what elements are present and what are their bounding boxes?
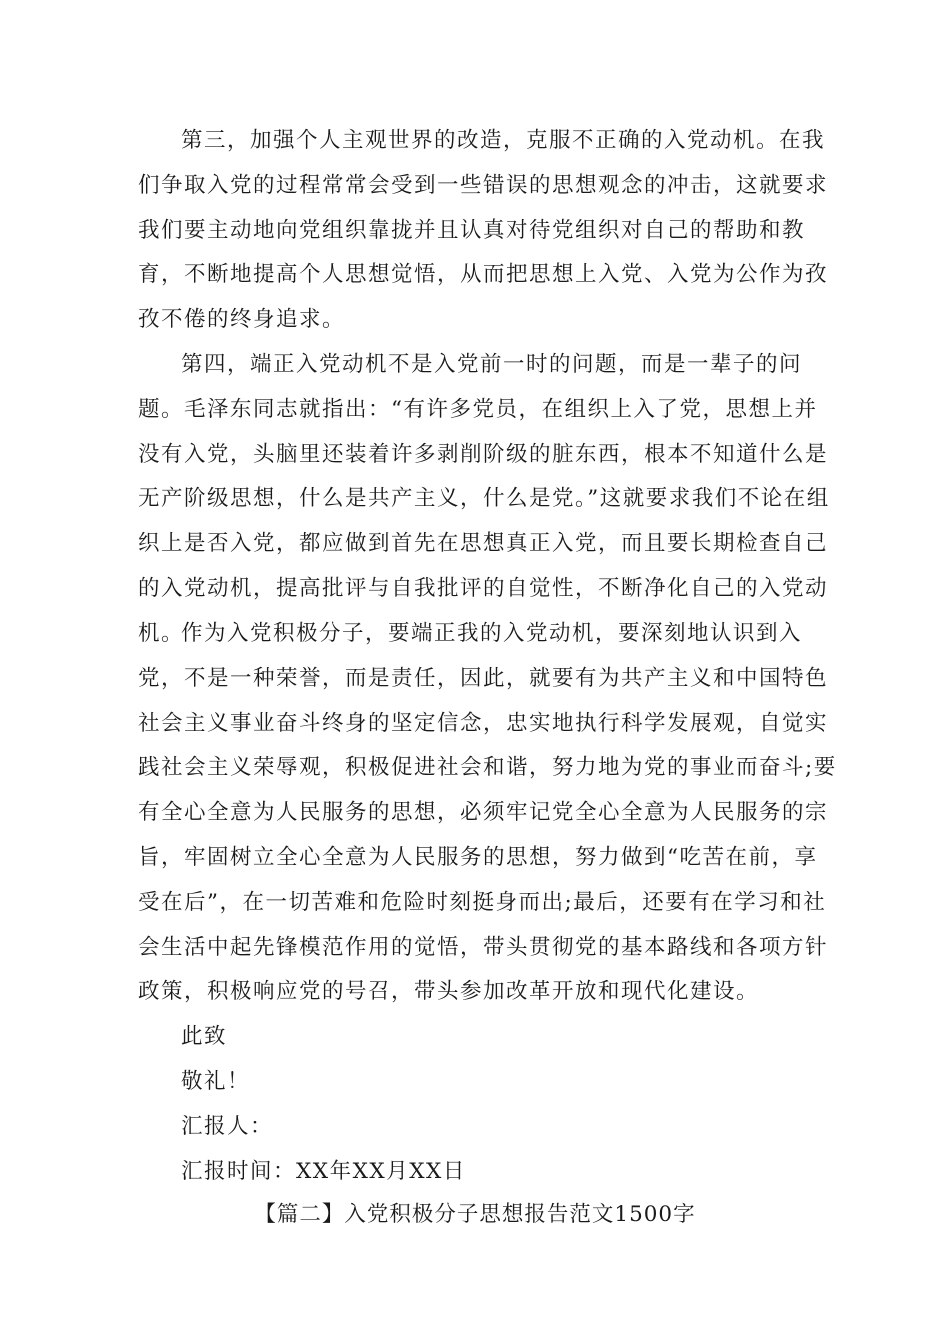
next-section-heading: 【篇二】入党积极分子思想报告范文1500字 [254,1202,696,1227]
reporter-label: 汇报人： [181,1114,274,1139]
paragraph-third-point: 第三，加强个人主观世界的改造，克服不正确的入党动机。在我们争取入党的过程常常会受到一些错误的思想观念的冲击，这就要求我们要主动地向党组织靠拢并且认真对待党组织对自己的帮助和教育，不断地提高个人思想觉悟，从而把思想上入党、入党为公作为孜孜不倦的终身追求。 [138,128,829,333]
closing-salutation: 此致 [181,1024,228,1049]
paragraph-activist-duty: 作为入党积极分子，要端正我的入党动机，要深刻地认识到入党，不是一种荣誉，而是责任，因此，就要有为共产主义和中国特色社会主义事业奋斗终身的坚定信念，忠实地执行科学发展观，自觉实践社会主义荣辱观，积极促进社会和谐，努力地为党的事业而奋斗;要有全心全意为人民服务的思想，必须牢记党全心全意为人民服务的宗旨，牢固树立全心全意为人民服务的思想，努力做到“吃苦在前，享受在后”，在一切苦难和危险时刻挺身而出;最后，还要有在学习和社会生活中起先锋模范作用的觉悟，带头贯彻党的基本路线和各项方针政策，积极响应党的号召，带头参加改革开放和现代化建设。 [138,621,837,1005]
paragraph-fourth-point: 第四，端正入党动机不是入党前一时的问题，而是一辈子的问题。毛泽东同志就指出：“有许多党员，在组织上入了党，思想上并没有入党，头脑里还装着许多剥削阶级的脏东西，根本不知道什么是无产阶级思想，什么是共产主义，什么是党。”这就要求我们不论在组织上是否入党，都应做到首先在思想真正入党，而且要长期检查自己的入党动机，提高批评与自我批评的自觉性，不断净化自己的入党动机。 [138,352,830,646]
closing-respect: 敬礼！ [181,1069,251,1094]
report-date: 汇报时间：XX年XX月XX日 [181,1159,466,1184]
